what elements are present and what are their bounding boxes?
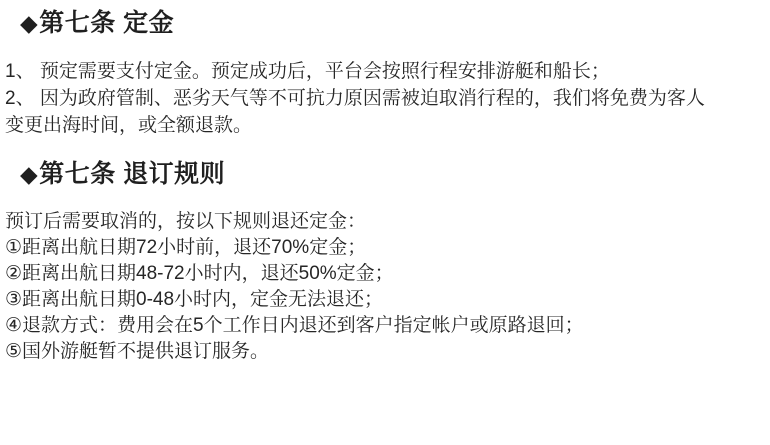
heading-title: 第七条 退订规则 xyxy=(39,160,226,188)
diamond-bullet-icon: ◆ xyxy=(20,161,39,187)
diamond-bullet-icon: ◆ xyxy=(20,10,39,36)
terms-document xyxy=(0,6,770,365)
refund-rules-list xyxy=(5,209,756,365)
text-line: ⑤国外游艇暂不提供退订服务。 xyxy=(5,341,270,362)
text-line: 变更出海时间，或全额退款。 xyxy=(5,115,253,136)
text-line: ③距离出航日期0-48小时内，定金无法退还； xyxy=(5,289,384,310)
section-heading-refund-rules xyxy=(5,157,756,191)
deposit-terms-paragraph xyxy=(5,58,756,139)
page xyxy=(0,6,770,445)
heading-title: 第七条 定金 xyxy=(39,9,175,37)
text-line: ①距离出航日期72小时前，退还70%定金； xyxy=(5,237,367,258)
text-line: 2、 因为政府管制、恶劣天气等不可抗力原因需被迫取消行程的，我们将免费为客人 xyxy=(5,88,705,109)
text-line: ②距离出航日期48-72小时内，退还50%定金； xyxy=(5,263,394,284)
section-heading-deposit xyxy=(5,6,756,40)
text-line: 1、 预定需要支付定金。预定成功后，平台会按照行程安排游艇和船长； xyxy=(5,61,610,82)
text-line: ④退款方式：费用会在5个工作日内退还到客户指定帐户或原路退回； xyxy=(5,315,584,336)
text-line: 预订后需要取消的，按以下规则退还定金： xyxy=(5,211,367,232)
